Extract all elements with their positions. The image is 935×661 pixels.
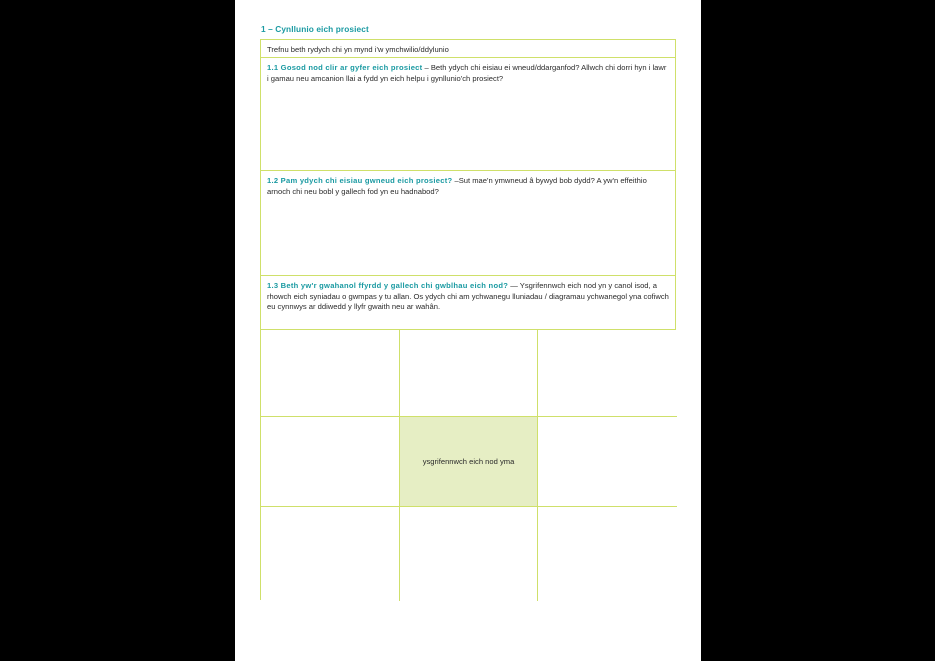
question-box-1-3 — [260, 276, 676, 329]
grid-cell[interactable] — [538, 330, 677, 417]
question-box-1-1[interactable] — [260, 58, 676, 171]
grid-cell[interactable] — [538, 507, 677, 601]
grid-cell[interactable] — [400, 330, 538, 417]
question-1-1-label: 1.1 Gosod nod clir ar gyfer eich prosiect — [267, 63, 423, 72]
question-1-2-body: –Sut mae'n ymwneud â bywyd bob dydd? A yw'n effeithio arnoch chi neu bobl y gallech fod yn eu hadnabod? — [267, 176, 647, 196]
page-title: 1 – Cynllunio eich prosiect — [261, 24, 369, 34]
question-1-3-prompt — [267, 281, 669, 313]
grid-cell[interactable] — [261, 507, 400, 601]
grid-cell-goal-text: ysgrifennwch eich nod yma — [422, 457, 515, 466]
grid-cell[interactable] — [400, 507, 538, 601]
question-1-1-prompt — [267, 63, 669, 84]
question-1-2-prompt — [267, 176, 669, 197]
answer-grid — [260, 329, 676, 600]
document-page — [235, 0, 701, 661]
grid-cell[interactable] — [261, 417, 400, 507]
intro-text: Trefnu beth rydych chi yn mynd i'w ymchwilio/ddylunio — [267, 45, 449, 54]
worksheet-content — [260, 24, 676, 600]
question-1-3-label: 1.3 Beth yw'r gwahanol ffyrdd y gallech chi gwblhau eich nod? — [267, 281, 509, 290]
question-box-1-2[interactable] — [260, 171, 676, 276]
question-1-2-label: 1.2 Pam ydych chi eisiau gwneud eich prosiect? — [267, 176, 453, 185]
grid-cell[interactable] — [538, 417, 677, 507]
grid-cell[interactable] — [261, 330, 400, 417]
grid-cell-goal-center[interactable] — [400, 417, 538, 507]
question-1-1-body: – Beth ydych chi eisiau ei wneud/ddarganfod? Allwch chi dorri hyn i lawr i gamau neu amcanion llai a fydd yn eich helpu i gynllunio'ch prosiect? — [267, 63, 667, 83]
question-1-3-body: — Ysgrifennwch eich nod yn y canol isod, a rhowch eich syniadau o gwmpas y tu allan. Os ydych chi am ychwanegu lluniadau / diagramau ychwanegol yna cofiwch eu cynnwys ar ddiwedd y llyfr gwaith neu ar wahân. — [267, 281, 669, 312]
intro-box — [260, 39, 676, 58]
